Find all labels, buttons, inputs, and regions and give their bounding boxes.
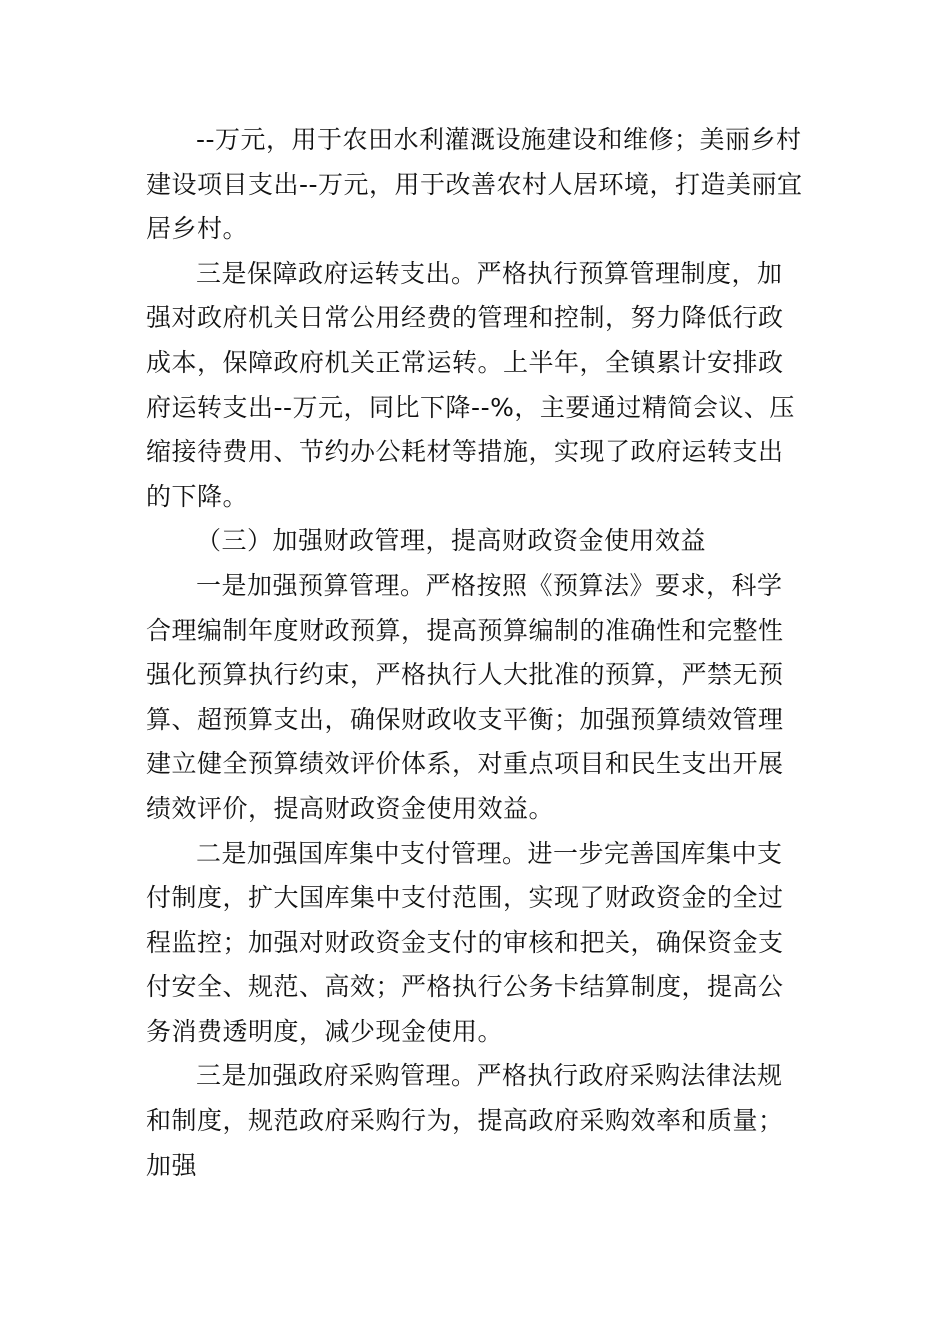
text-line: 付制度，扩大国库集中支付范围，实现了财政资金的全过 [146, 883, 784, 913]
document-body [146, 118, 816, 1188]
text-line: 缩接待费用、节约办公耗材等措施，实现了政府运转支出 [146, 437, 784, 467]
text-line: 强化预算执行约束，严格执行人大批准的预算，严禁无预 [146, 660, 784, 690]
paragraph-start-line: 一是加强预算管理。严格按照《预算法》要求，科学 [196, 570, 783, 600]
paragraph-start-line: 三是保障政府运转支出。严格执行预算管理制度，加 [196, 258, 783, 288]
text-line: 成本，保障政府机关正常运转。上半年，全镇累计安排政 [146, 347, 784, 377]
text-line: 加强 [146, 1150, 198, 1180]
paragraph-start-line: 二是加强国库集中支付管理。进一步完善国库集中支 [196, 838, 783, 868]
text-line: 绩效评价，提高财政资金使用效益。 [146, 793, 555, 823]
text-line: 居乡村。 [146, 214, 249, 244]
text-line: --万元，用于农田水利灌溉设施建设和维修；美丽乡村 [196, 125, 802, 154]
text-line: 的下降。 [146, 481, 249, 511]
section-heading: （三）加强财政管理，提高财政资金使用效益 [196, 526, 707, 556]
text-line: 府运转支出--万元，同比下降--%，主要通过精简会议、压 [146, 392, 795, 422]
paragraph-start-line: 三是加强政府采购管理。严格执行政府采购法律法规 [196, 1061, 783, 1091]
text-line: 合理编制年度财政预算，提高预算编制的准确性和完整性 [146, 615, 784, 645]
text-line: 付安全、规范、高效；严格执行公务卡结算制度，提高公 [146, 972, 784, 1002]
text-line: 和制度，规范政府采购行为，提高政府采购效率和质量； [146, 1106, 784, 1136]
text-line: 强对政府机关日常公用经费的管理和控制，努力降低行政 [146, 303, 784, 333]
text-line: 务消费透明度，减少现金使用。 [146, 1016, 504, 1046]
text-line: 建设项目支出--万元，用于改善农村人居环境，打造美丽宜 [146, 169, 803, 199]
text-line: 程监控；加强对财政资金支付的审核和把关，确保资金支 [146, 927, 784, 957]
text-line: 建立健全预算绩效评价体系，对重点项目和民生支出开展 [146, 749, 784, 779]
text-line: 算、超预算支出，确保财政收支平衡；加强预算绩效管理 [146, 704, 784, 734]
